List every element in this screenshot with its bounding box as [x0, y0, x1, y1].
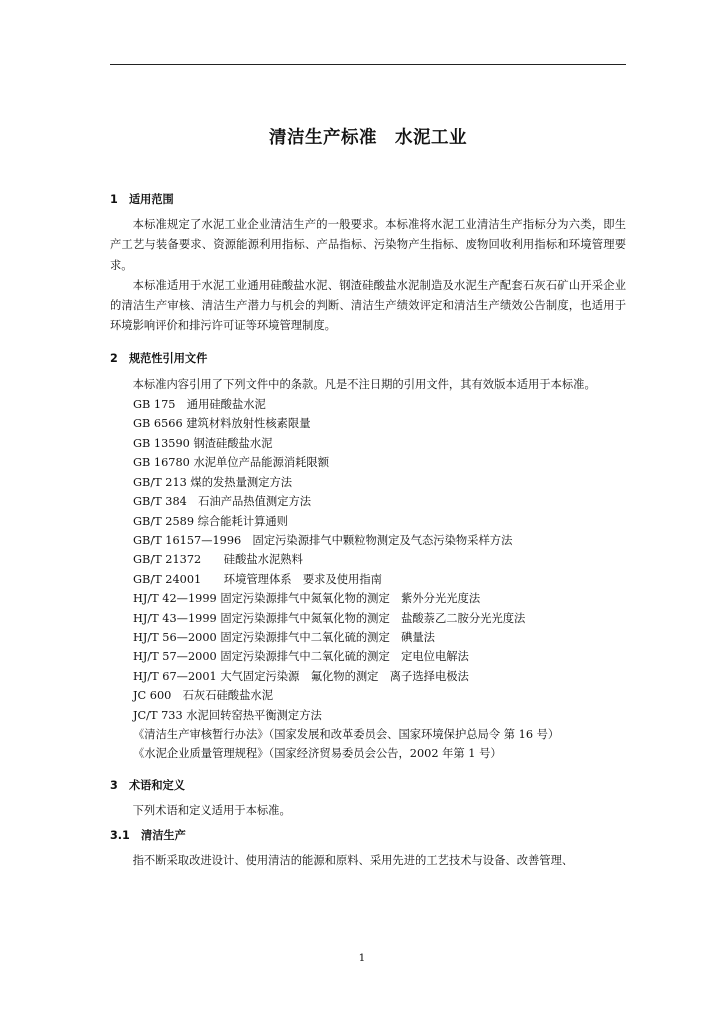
reference-item: HJ/T 43—1999 固定污染源排气中氮氧化物的测定 盐酸萘乙二胺分光光度法 — [133, 611, 526, 625]
reference-item: HJ/T 67—2001 大气固定污染源 氟化物的测定 离子选择电极法 — [133, 669, 469, 683]
reference-item: GB 6566 建筑材料放射性核素限量 — [133, 417, 311, 431]
reference-item: GB 16780 水泥单位产品能源消耗限额 — [133, 456, 330, 470]
reference-item: 《水泥企业质量管理规程》（国家经济贸易委员会公告，2002 年第 1 号） — [133, 747, 502, 761]
section-2-intro: 本标准内容引用了下列文件中的条款。凡是不注日期的引用文件，其有效版本适用于本标准。 — [132, 377, 596, 391]
section-3-heading: 3 术语和定义 — [110, 778, 185, 792]
section-1-heading: 1 适用范围 — [110, 193, 174, 206]
reference-item: GB 13590 钢渣硅酸盐水泥 — [133, 436, 273, 450]
section-3-1-heading: 3.1 清洁生产 — [110, 829, 186, 843]
reference-item: JC 600 石灰石硅酸盐水泥 — [133, 689, 273, 703]
reference-item: GB 175 通用硅酸盐水泥 — [133, 398, 266, 412]
reference-item: GB/T 384 石油产品热值测定方法 — [133, 495, 312, 509]
document-body — [110, 192, 626, 871]
reference-item: HJ/T 42—1999 固定污染源排气中氮氧化物的测定 紫外分光光度法 — [133, 592, 481, 606]
header-rule — [110, 64, 626, 65]
reference-item: 《清洁生产审核暂行办法》（国家发展和改革委员会、国家环境保护总局令 第 16 号） — [133, 727, 560, 741]
section-1-paragraph-2: 本标准适用于水泥工业通用硅酸盐水泥、钢渣硅酸盐水泥制造及水泥生产配套石灰石矿山开采企业的清洁生产审核、清洁生产潜力与机会的判断、清洁生产绩效评定和清洁生产绩效公告制度，也适用于环境影响评价和排污许可证等环境管理制度。 — [110, 278, 626, 333]
reference-item: HJ/T 57—2000 固定污染源排气中二氧化硫的测定 定电位电解法 — [133, 650, 469, 664]
section-2-heading: 2 规范性引用文件 — [110, 351, 208, 365]
section-2-body — [110, 375, 626, 764]
reference-item: GB/T 16157—1996 固定污染源排气中颗粒物测定及气态污染物采样方法 — [133, 533, 513, 547]
document-title: 清洁生产标准 水泥工业 — [269, 128, 467, 148]
section-3-intro: 下列术语和定义适用于本标准。 — [132, 803, 291, 817]
reference-list — [110, 395, 626, 764]
section-3-1-text: 指不断采取改进设计、使用清洁的能源和原料、采用先进的工艺技术与设备、改善管理、 — [132, 854, 574, 868]
reference-item: GB/T 21372 硅酸盐水泥熟料 — [133, 553, 303, 567]
reference-item: GB/T 213 煤的发热量测定方法 — [133, 475, 293, 489]
section-3-1-body — [110, 851, 626, 871]
section-1-paragraph-1: 本标准规定了水泥工业企业清洁生产的一般要求。本标准将水泥工业清洁生产指标分为六类，即生产工艺与装备要求、资源能源利用指标、产品指标、污染物产生指标、废物回收利用指标和环境管理要求。 — [110, 218, 626, 272]
section-1-body — [110, 215, 626, 337]
section-3-body — [110, 801, 626, 821]
reference-item: JC/T 733 水泥回转窑热平衡测定方法 — [133, 708, 322, 722]
reference-item: GB/T 24001 环境管理体系 要求及使用指南 — [133, 572, 382, 586]
reference-item: GB/T 2589 综合能耗计算通则 — [133, 514, 288, 528]
page-number: 1 — [358, 952, 366, 964]
reference-item: HJ/T 56—2000 固定污染源排气中二氧化硫的测定 碘量法 — [133, 630, 435, 644]
